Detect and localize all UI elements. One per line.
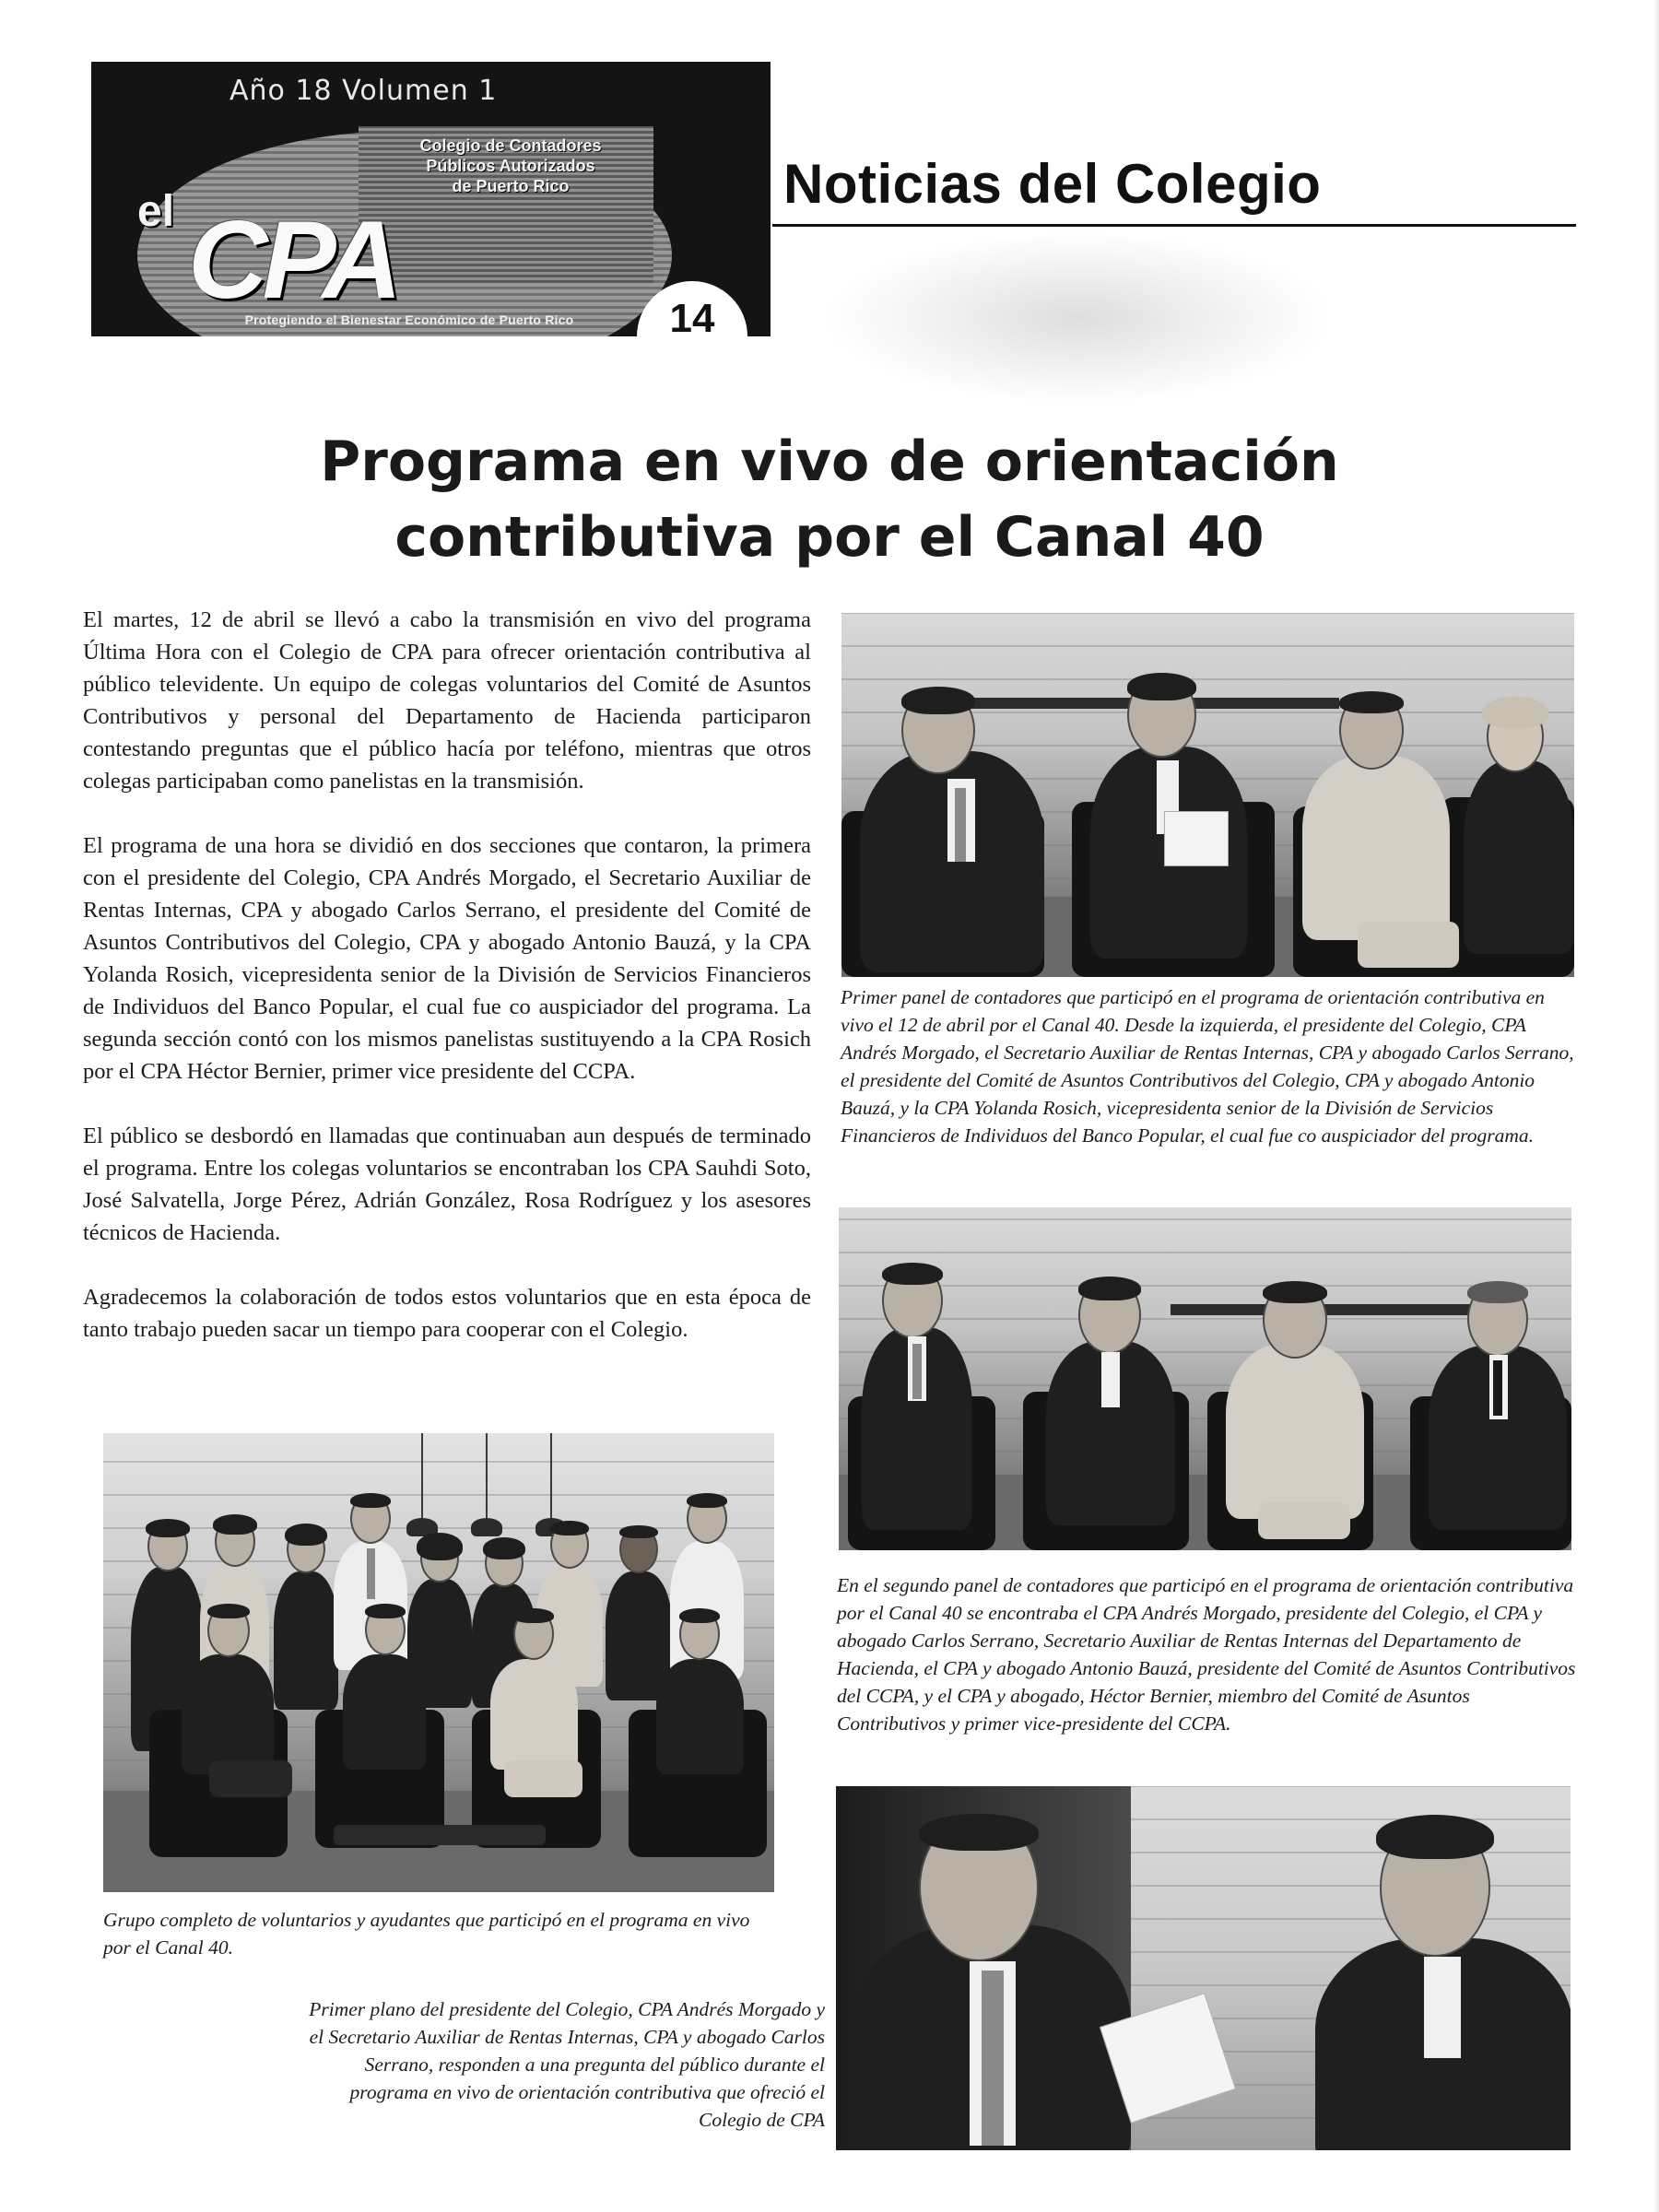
masthead-tagline: Protegiendo el Bienestar Económico de Puerto Rico [244, 312, 574, 327]
masthead-logo [91, 62, 771, 336]
headline-line2: contributiva por el Canal 40 [394, 505, 1265, 570]
photo-coffee-table [334, 1825, 546, 1845]
logo-el: el [137, 187, 175, 236]
caption-volunteer-group: Grupo completo de voluntarios y ayudantes que participó en el programa en vivo por el Canal 40. [103, 1909, 750, 1959]
section-rule [772, 224, 1576, 227]
org-name [359, 135, 663, 196]
page-number: 14 [637, 281, 747, 336]
org-name-line3: de Puerto Rico [452, 177, 570, 195]
body-paragraph-3: El público se desbordó en llamadas que continuaban aun después de terminado el programa. Entre los colegas voluntarios se encontraban los CPA Sauhdi Soto, José Salvatella, Jorge Pérez, Adrián González, Rosa Rodríguez y los asesores técnicos de Hacienda. [83, 1124, 811, 1245]
caption-closeup: Primer plano del presidente del Colegio, CPA Andrés Morgado y el Secretario Auxiliar de Rentas Internas, CPA y abogado Carlos Serrano, responden a una pregunta del público durante el programa en vivo de orientación contributiva que ofreció el Colegio de CPA [309, 1998, 825, 2131]
photo-second-panel [839, 1207, 1571, 1550]
logo-cpa: CPA [188, 198, 397, 322]
body-paragraph-1: El martes, 12 de abril se llevó a cabo la transmisión en vivo del programa Última Hora con el Colegio de CPA para ofrecer orientación contributiva al público televidente. Un equipo de colegas voluntarios del Comité de Asuntos Contributivos y personal del Departamento de Hacienda participaron contestando preguntas que el público hacía por teléfono, mientras que otros colegas participaban como panelistas en la transmisión. [83, 607, 811, 794]
issue-label: Año 18 Volumen 1 [229, 75, 498, 107]
org-name-line1: Colegio de Contadores [419, 136, 602, 155]
article-headline [184, 424, 1475, 575]
body-paragraph-2: El programa de una hora se dividió en dos secciones que contaron, la primera con el presidente del Colegio, CPA Andrés Morgado, el Secretario Auxiliar de Rentas Internas, CPA y abogado Carlos Serrano, el presidente del Comité de Asuntos Contributivos del Colegio, CPA y abogado Antonio Bauzá, y la CPA Yolanda Rosich, vicepresidenta senior de la División de Servicios Financieros de Individuos del Banco Popular, el cual fue co auspiciador del programa. La segunda sección contó con los mismos panelistas sustituyendo a la CPA Rosich por el CPA Héctor Bernier, primer vice presidente del CCPA. [83, 833, 811, 1084]
page-edge [1653, 0, 1659, 2212]
caption-second-panel: En el segundo panel de contadores que participó en el programa de orientación contributiva por el Canal 40 se encontraba el CPA Andrés Morgado, presidente del Colegio, el CPA y abogado Carlos Serrano, Secretario Auxiliar de Rentas Internas del Departamento de Hacienda, el CPA y abogado Antonio Bauzá, presidente del Comité de Asuntos Contributivos del CCPA, y el CPA y abogado, Héctor Bernier, miembro del Comité de Asuntos Contributivos y primer vice-presidente del CCPA. [837, 1574, 1576, 1735]
photo-first-panel [841, 613, 1574, 977]
photo-lamp-cord [486, 1433, 488, 1521]
org-name-line2: Públicos Autorizados [426, 157, 595, 175]
photo-lamp-cord [421, 1433, 423, 1521]
article-body [83, 604, 811, 1378]
body-paragraph-4: Agradecemos la colaboración de todos estos voluntarios que en esta época de tanto trabajo pueden sacar un tiempo para cooperar con el Colegio. [83, 1285, 811, 1342]
photo-lamp [471, 1518, 502, 1536]
section-title: Noticias del Colegio [783, 153, 1322, 215]
photo-closeup [836, 1786, 1571, 2150]
caption-first-panel: Primer panel de contadores que participó en el programa de orientación contributiva en vivo el 12 de abril por el Canal 40. Desde la izquierda, el presidente del Colegio, CPA Andrés Morgado, el Secretario Auxiliar de Rentas Internas, CPA y abogado Carlos Serrano, el presidente del Comité de Asuntos Contributivos del Colegio, CPA y abogado Antonio Bauzá, y la CPA Yolanda Rosich, vicepresidenta senior de la División de Servicios Financieros de Individuos del Banco Popular, el cual fue co auspiciador del programa. [841, 986, 1574, 1147]
headline-line1: Programa en vivo de orientación [320, 429, 1339, 494]
photo-lamp-cord [550, 1433, 552, 1521]
photo-volunteer-group [103, 1433, 774, 1892]
section-decoration [820, 230, 1336, 406]
